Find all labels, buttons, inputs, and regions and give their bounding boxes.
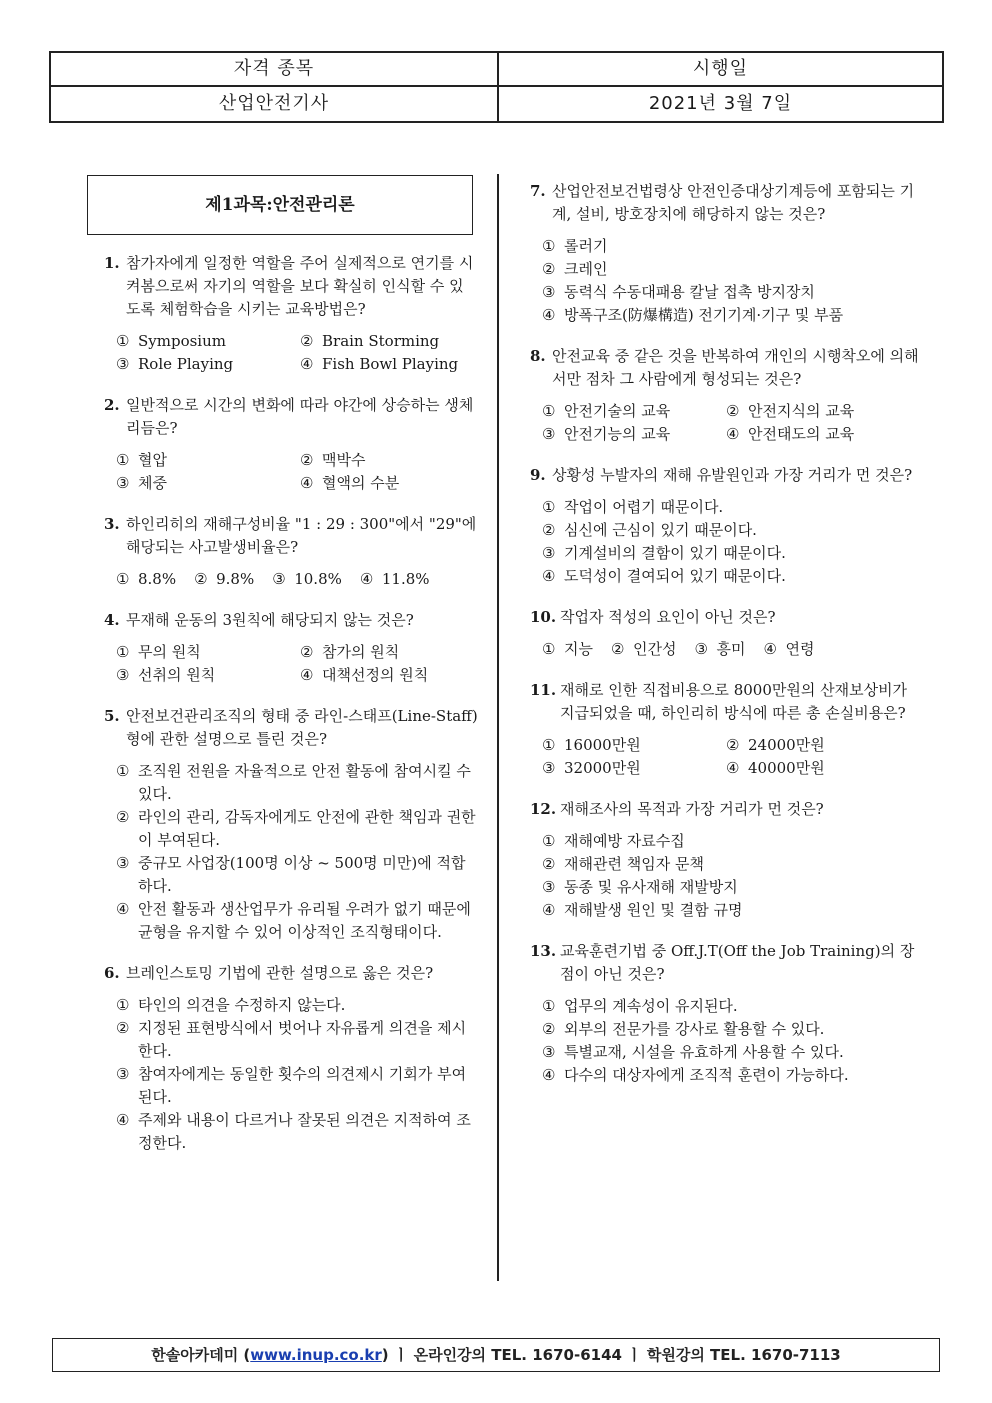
question-5 xyxy=(104,705,478,944)
option-text: 참여자에게는 동일한 횟수의 의견제시 기회가 부여된다. xyxy=(138,1065,467,1106)
option-mark: ① xyxy=(542,402,556,420)
option-text: 40000만원 xyxy=(748,759,825,777)
options xyxy=(104,641,478,687)
option-mark: ③ xyxy=(542,878,556,896)
question-7 xyxy=(530,180,922,327)
options xyxy=(530,995,922,1087)
option-text: Fish Bowl Playing xyxy=(322,355,459,373)
option-mark: ① xyxy=(542,832,556,850)
option-mark: ① xyxy=(542,237,556,255)
question-stem xyxy=(104,252,478,321)
option-text: 9.8% xyxy=(216,570,255,588)
option-mark: ④ xyxy=(542,306,556,324)
option-text: 혈액의 수분 xyxy=(322,474,400,492)
question-number: 5. xyxy=(104,707,120,725)
option xyxy=(300,449,478,472)
option-mark: ③ xyxy=(694,640,708,658)
option-mark: ② xyxy=(542,1020,556,1038)
question-text: 안전교육 중 같은 것을 반복하여 개인의 시행착오에 의해서만 점차 그 사람에게 형성되는 것은? xyxy=(552,347,919,388)
option-text: 안전지식의 교육 xyxy=(748,402,855,420)
option-text: 롤러기 xyxy=(564,237,608,255)
question-8 xyxy=(530,345,922,446)
option xyxy=(542,304,922,327)
option xyxy=(272,568,342,591)
options xyxy=(104,330,478,376)
option-mark: ③ xyxy=(542,544,556,562)
option-text: 기계설비의 결함이 있기 때문이다. xyxy=(564,544,786,562)
option-text: 16000만원 xyxy=(564,736,641,754)
option-mark: ④ xyxy=(542,1066,556,1084)
option-mark: ① xyxy=(116,762,130,780)
option-mark: ④ xyxy=(300,355,314,373)
question-number: 10. xyxy=(530,608,557,626)
option-text: 무의 원칙 xyxy=(138,643,201,661)
question-number: 7. xyxy=(530,182,546,200)
option-mark: ② xyxy=(542,260,556,278)
option xyxy=(542,542,922,565)
column-divider xyxy=(497,174,499,1281)
question-text: 산업안전보건법령상 안전인증대상기계등에 포함되는 기계, 설비, 방호장치에 해당하지 않는 것은? xyxy=(552,182,915,223)
options xyxy=(530,496,922,588)
option-mark: ④ xyxy=(763,640,777,658)
footer-bar xyxy=(52,1338,940,1372)
option-mark: ② xyxy=(116,1019,130,1037)
option-mark: ③ xyxy=(272,570,286,588)
option xyxy=(542,1064,922,1087)
options xyxy=(530,235,922,327)
option-text: 24000만원 xyxy=(748,736,825,754)
option-text: 인간성 xyxy=(632,640,677,658)
option-text: 업무의 계속성이 유지된다. xyxy=(564,997,738,1015)
option xyxy=(300,641,478,664)
question-stem xyxy=(530,345,922,391)
question-text: 재해조사의 목적과 가장 거리가 먼 것은? xyxy=(560,800,824,818)
option-mark: ① xyxy=(542,736,556,754)
section-title: 제1과목:안전관리론 xyxy=(87,175,473,235)
option-mark: ① xyxy=(116,451,130,469)
option xyxy=(116,760,478,806)
question-number: 11. xyxy=(530,681,557,699)
option xyxy=(542,995,922,1018)
option xyxy=(116,1017,478,1063)
question-4 xyxy=(104,609,478,687)
options xyxy=(104,449,478,495)
header-label-subject: 자격 종목 xyxy=(233,58,315,79)
question-stem xyxy=(530,679,922,725)
option-text: 혈압 xyxy=(138,451,167,469)
option-mark: ① xyxy=(116,332,130,350)
option-text: 연령 xyxy=(785,640,815,658)
option-text: 선취의 원칙 xyxy=(138,666,216,684)
option xyxy=(726,734,922,757)
question-number: 6. xyxy=(104,964,120,982)
question-stem xyxy=(530,940,922,986)
option xyxy=(300,664,478,687)
option-mark: ③ xyxy=(116,666,130,684)
question-6 xyxy=(104,962,478,1155)
left-column xyxy=(104,252,478,1173)
option-text: 크레인 xyxy=(564,260,608,278)
option xyxy=(542,853,922,876)
options xyxy=(104,760,478,944)
option-mark: ② xyxy=(610,640,625,658)
option xyxy=(542,1018,922,1041)
options xyxy=(104,994,478,1155)
question-text: 참가자에게 일정한 역할을 주어 실제적으로 연기를 시켜봄으로써 자기의 역할을 보다 확실히 인식할 수 있도록 체험학습을 시키는 교육방법은? xyxy=(126,254,474,318)
option xyxy=(116,1109,478,1155)
option-mark: ③ xyxy=(542,1043,556,1061)
option-mark: ① xyxy=(542,498,556,516)
option-mark: ② xyxy=(300,643,314,661)
option-text: 방폭구조(防爆構造) 전기기계·기구 및 부품 xyxy=(564,306,844,324)
option-text: 32000만원 xyxy=(564,759,641,777)
question-text: 브레인스토밍 기법에 관한 설명으로 옳은 것은? xyxy=(126,964,434,982)
option xyxy=(542,899,922,922)
option-text: 다수의 대상자에게 조직적 훈련이 가능하다. xyxy=(564,1066,849,1084)
option-text: 지정된 표현방식에서 벗어나 자유롭게 의견을 제시한다. xyxy=(138,1019,467,1060)
question-stem xyxy=(104,513,478,559)
option xyxy=(611,638,676,661)
option xyxy=(726,400,922,423)
option xyxy=(116,449,300,472)
option-text: 안전태도의 교육 xyxy=(748,425,855,443)
option xyxy=(116,353,300,376)
question-stem xyxy=(530,798,922,821)
option-mark: ④ xyxy=(542,567,556,585)
option xyxy=(542,1041,922,1064)
question-text: 작업자 적성의 요인이 아닌 것은? xyxy=(560,608,776,626)
option-mark: ④ xyxy=(300,474,314,492)
option-text: 재해발생 원인 및 결함 규명 xyxy=(564,901,743,919)
option xyxy=(116,1063,478,1109)
option xyxy=(542,235,922,258)
option-mark: ③ xyxy=(116,1065,130,1083)
question-number: 12. xyxy=(530,800,557,818)
option-mark: ② xyxy=(726,736,740,754)
option xyxy=(116,568,176,591)
option xyxy=(763,638,814,661)
option-text: 동력식 수동대패용 칼날 접촉 방지장치 xyxy=(564,283,815,301)
question-number: 2. xyxy=(104,396,120,414)
header-date: 2021년 3월 7일 xyxy=(648,93,793,114)
option-mark: ③ xyxy=(542,759,556,777)
option-text: 지능 xyxy=(564,640,593,658)
option xyxy=(116,852,478,898)
header-subject: 산업안전기사 xyxy=(218,93,330,114)
question-number: 8. xyxy=(530,347,546,365)
option-mark: ② xyxy=(542,855,556,873)
options xyxy=(530,734,922,780)
option-text: 재해관련 책임자 문책 xyxy=(564,855,704,873)
option xyxy=(116,330,300,353)
option-mark: ③ xyxy=(116,854,130,872)
options xyxy=(530,830,922,922)
option-text: 외부의 전문가를 강사로 활용할 수 있다. xyxy=(564,1020,825,1038)
option-text: 작업이 어렵기 때문이다. xyxy=(564,498,724,516)
question-13 xyxy=(530,940,922,1087)
option-mark: ② xyxy=(116,808,130,826)
option xyxy=(542,400,726,423)
option-mark: ④ xyxy=(116,900,130,918)
option xyxy=(542,830,922,853)
option xyxy=(542,423,726,446)
option xyxy=(726,757,922,780)
option xyxy=(116,472,300,495)
option xyxy=(542,258,922,281)
option-text: 11.8% xyxy=(381,570,430,588)
question-stem xyxy=(104,394,478,440)
option xyxy=(116,641,300,664)
option-mark: ④ xyxy=(726,425,740,443)
header-label-date: 시행일 xyxy=(692,58,749,79)
question-3 xyxy=(104,513,478,591)
option-mark: ④ xyxy=(726,759,740,777)
question-11 xyxy=(530,679,922,780)
question-stem xyxy=(104,705,478,751)
question-12 xyxy=(530,798,922,922)
question-number: 4. xyxy=(104,611,120,629)
question-number: 3. xyxy=(104,515,120,533)
option-text: 10.8% xyxy=(294,570,342,588)
footer-contact: ) ㅣ 온라인강의 TEL. 1670-6144 ㅣ 학원강의 TEL. 1670-7113 xyxy=(381,1346,841,1364)
option xyxy=(542,281,922,304)
option-mark: ① xyxy=(116,643,130,661)
option xyxy=(542,496,922,519)
option xyxy=(194,568,254,591)
option xyxy=(116,664,300,687)
footer-website-link[interactable]: www.inup.co.kr xyxy=(250,1346,382,1364)
question-stem xyxy=(104,962,478,985)
option xyxy=(542,519,922,542)
option-text: 동종 및 유사재해 재발방지 xyxy=(564,878,738,896)
option-text: 조직원 전원을 자율적으로 안전 활동에 참여시킬 수 있다. xyxy=(138,762,471,803)
options xyxy=(104,568,478,591)
question-10 xyxy=(530,606,922,661)
option xyxy=(116,806,478,852)
option-mark: ② xyxy=(300,451,314,469)
option-text: 재해예방 자료수집 xyxy=(564,832,685,850)
question-text: 교육훈련기법 중 Off.J.T(Off the Job Training)의 장점이 아닌 것은? xyxy=(560,942,915,983)
option-mark: ② xyxy=(542,521,556,539)
question-text: 일반적으로 시간의 변화에 따라 야간에 상승하는 생체리듬은? xyxy=(126,396,474,437)
option-mark: ① xyxy=(542,997,556,1015)
options xyxy=(530,638,922,661)
question-stem xyxy=(104,609,478,632)
question-number: 1. xyxy=(104,254,120,272)
option-mark: ① xyxy=(542,640,556,658)
option-mark: ④ xyxy=(300,666,314,684)
question-9 xyxy=(530,464,922,588)
option-text: Role Playing xyxy=(138,355,234,373)
option-text: 특별교재, 시설을 유효하게 사용할 수 있다. xyxy=(564,1043,844,1061)
option-mark: ② xyxy=(300,332,314,350)
question-text: 무재해 운동의 3원칙에 해당되지 않는 것은? xyxy=(126,611,414,629)
option-mark: ③ xyxy=(542,425,556,443)
right-column xyxy=(530,180,922,1105)
option-text: 대책선정의 원칙 xyxy=(322,666,429,684)
option-text: 라인의 관리, 감독자에게도 안전에 관한 책임과 권한이 부여된다. xyxy=(138,808,476,849)
option-text: 안전기술의 교육 xyxy=(564,402,671,420)
option-text: 안전기능의 교육 xyxy=(564,425,671,443)
option-text: 중규모 사업장(100명 이상 ~ 500명 미만)에 적합하다. xyxy=(138,854,466,895)
option xyxy=(360,568,430,591)
option-text: 주제와 내용이 다르거나 잘못된 의견은 지적하여 조정한다. xyxy=(138,1111,471,1152)
question-text: 재해로 인한 직접비용으로 8000만원의 산재보상비가 지급되었을 때, 하인리히 방식에 따른 총 손실비용은? xyxy=(560,681,908,722)
option xyxy=(542,734,726,757)
option-text: Brain Storming xyxy=(322,332,440,350)
option xyxy=(300,330,478,353)
option-mark: ③ xyxy=(116,474,130,492)
option-mark: ④ xyxy=(116,1111,130,1129)
footer-prefix: 한솔아카데미 ( xyxy=(151,1346,251,1364)
option-text: 안전 활동과 생산업무가 유리될 우려가 없기 때문에 균형을 유지할 수 있어 이상적인 조직형태이다. xyxy=(138,900,471,941)
option-text: 도덕성이 결여되어 있기 때문이다. xyxy=(564,567,786,585)
option xyxy=(116,994,478,1017)
question-text: 안전보건관리조직의 형태 중 라인-스태프(Line-Staff)형에 관한 설명으로 틀린 것은? xyxy=(126,707,478,748)
option xyxy=(726,423,922,446)
header-table xyxy=(49,51,944,123)
question-1 xyxy=(104,252,478,376)
question-text: 하인리히의 재해구성비율 "1 : 29 : 300"에서 "29"에 해당되는 사고발생비율은? xyxy=(126,515,477,556)
option-mark: ① xyxy=(116,570,130,588)
option-text: 심신에 근심이 있기 때문이다. xyxy=(564,521,757,539)
question-stem xyxy=(530,464,922,487)
option-mark: ④ xyxy=(359,570,374,588)
option-mark: ② xyxy=(194,570,208,588)
option-text: 참가의 원칙 xyxy=(322,643,400,661)
options xyxy=(530,400,922,446)
option-text: Symposium xyxy=(138,332,226,350)
option xyxy=(116,898,478,944)
option xyxy=(694,638,745,661)
question-text: 상황성 누발자의 재해 유발원인과 가장 거리가 먼 것은? xyxy=(552,466,913,484)
option-text: 체중 xyxy=(138,474,167,492)
option xyxy=(542,757,726,780)
question-stem xyxy=(530,180,922,226)
option xyxy=(542,565,922,588)
question-2 xyxy=(104,394,478,495)
question-stem xyxy=(530,606,922,629)
question-number: 9. xyxy=(530,466,546,484)
option-text: 타인의 의견을 수정하지 않는다. xyxy=(138,996,346,1014)
option-text: 맥박수 xyxy=(322,451,366,469)
question-number: 13. xyxy=(530,942,557,960)
option-mark: ③ xyxy=(116,355,130,373)
option-mark: ② xyxy=(726,402,740,420)
option xyxy=(542,876,922,899)
option xyxy=(300,353,478,376)
option-mark: ③ xyxy=(542,283,556,301)
option-text: 8.8% xyxy=(138,570,177,588)
option xyxy=(542,638,593,661)
option-text: 흥미 xyxy=(716,640,746,658)
option xyxy=(300,472,478,495)
option-mark: ① xyxy=(116,996,130,1014)
option-mark: ④ xyxy=(542,901,556,919)
